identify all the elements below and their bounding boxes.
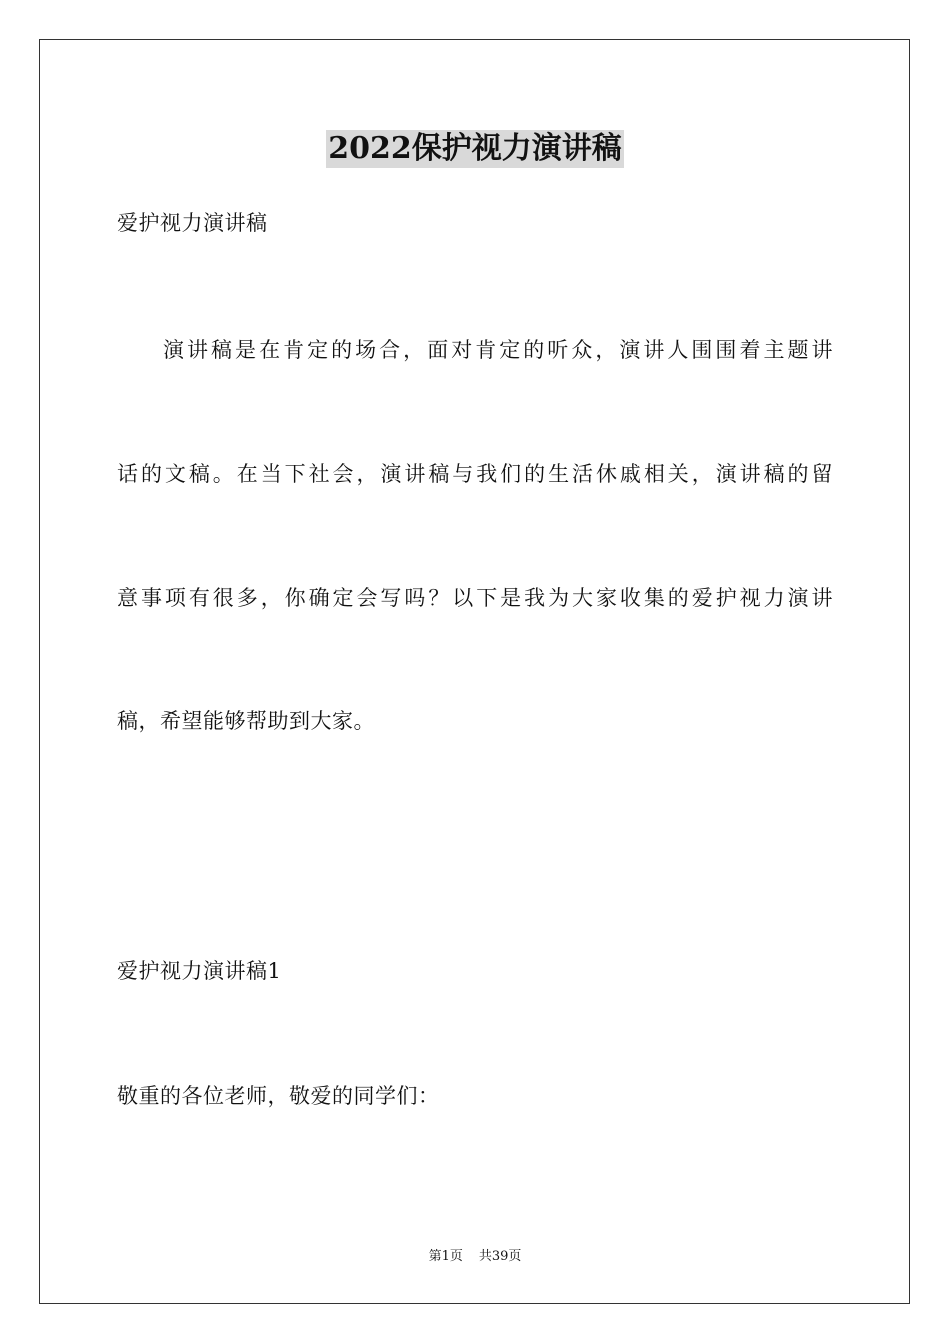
intro-line-4: 稿，希望能够帮助到大家。: [117, 709, 375, 733]
page-total: 共39页: [478, 1249, 522, 1264]
document-title: [0, 128, 950, 168]
section-heading: 爱护视力演讲稿1: [117, 959, 282, 983]
page-number: 第1页: [428, 1249, 463, 1264]
document-title-text: 2022保护视力演讲稿: [328, 131, 622, 166]
intro-line-1: 演讲稿是在肯定的场合，面对肯定的听众，演讲人围围着主题讲: [163, 338, 833, 362]
intro-line-2: 话的文稿。在当下社会，演讲稿与我们的生活休戚相关，演讲稿的留: [117, 462, 833, 486]
page-footer: [0, 1248, 950, 1266]
document-subtitle: 爱护视力演讲稿: [117, 211, 268, 235]
intro-line-3: 意事项有很多，你确定会写吗？以下是我为大家收集的爱护视力演讲: [117, 586, 833, 610]
salutation: 敬重的各位老师，敬爱的同学们：: [117, 1084, 440, 1108]
